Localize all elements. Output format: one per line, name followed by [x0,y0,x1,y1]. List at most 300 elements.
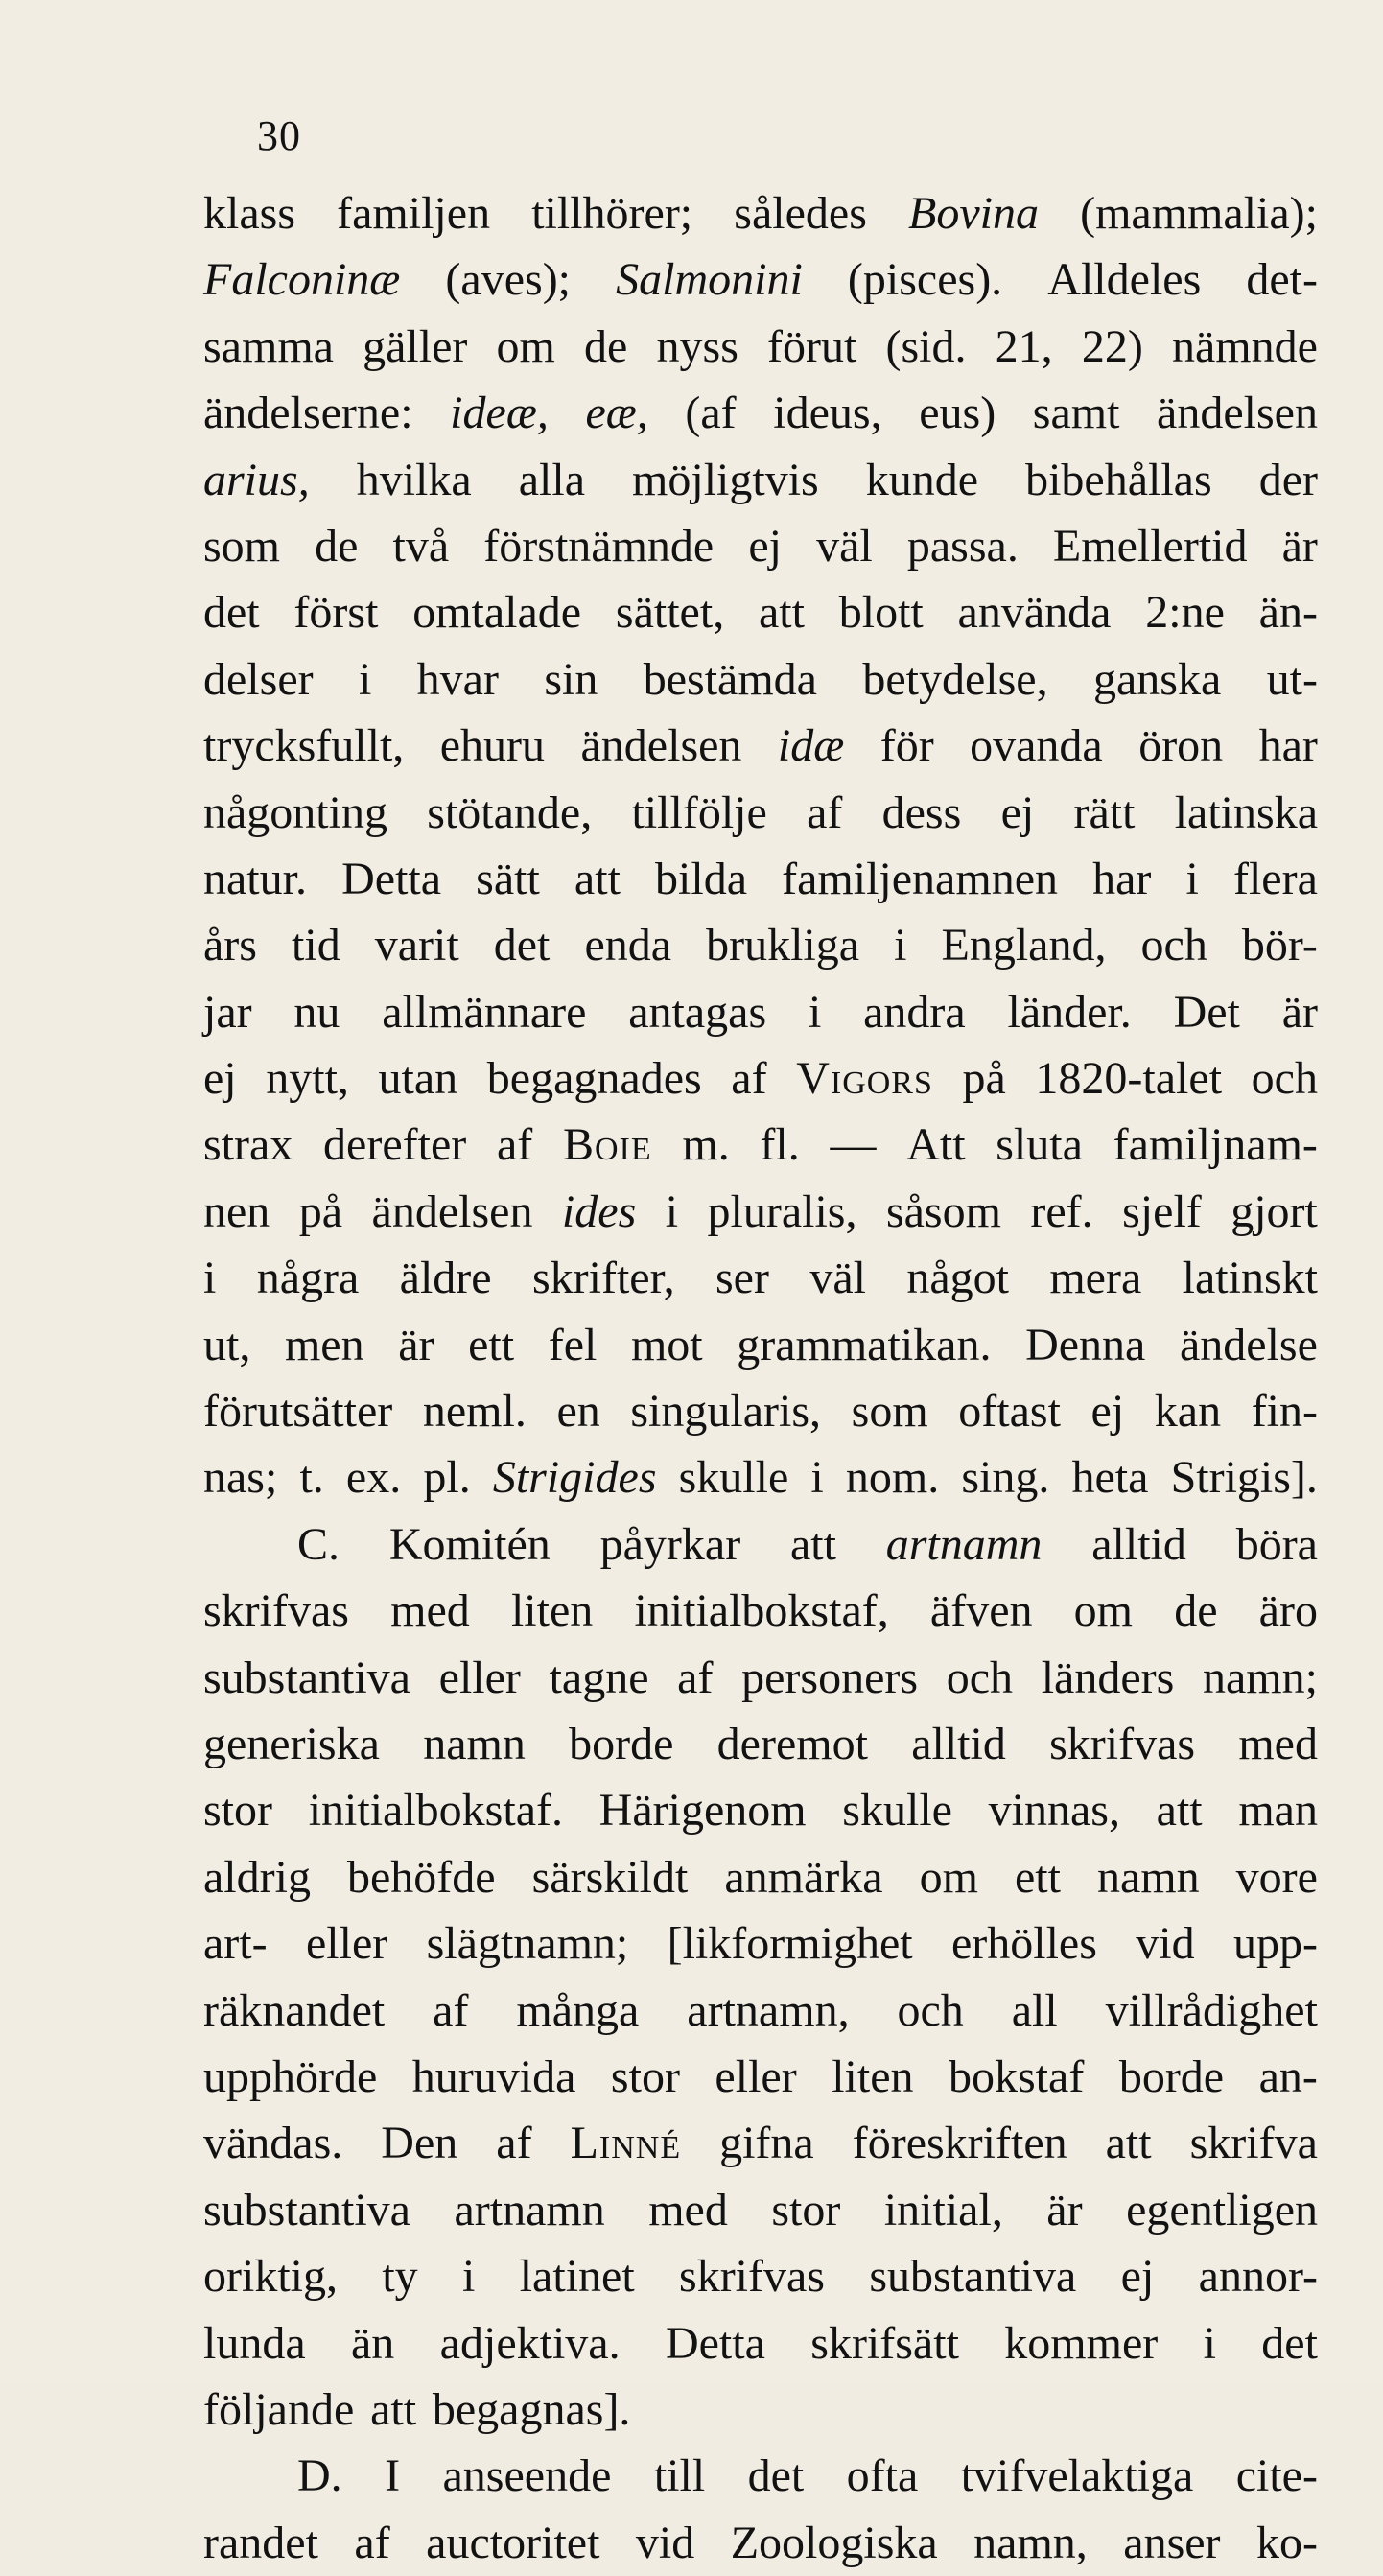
word: arius, [203,454,310,505]
word: äro [1258,1585,1318,1637]
word: 1820-talet [1035,1053,1223,1105]
word: all [1011,1984,1058,2036]
word: ej [748,520,782,572]
word: Bovina [908,188,1039,239]
text-line [203,2243,1318,2309]
word: latinet [519,2251,635,2303]
word: som [203,520,281,572]
word: de [584,320,628,372]
word: ändelsen [371,1185,533,1237]
word: skrifva [1189,2118,1318,2169]
word: (pisces). [847,254,1003,306]
word: allmännare [382,986,587,1038]
word: varit [374,920,459,972]
word: idæ [777,720,845,772]
word: familjenamnen [782,853,1058,904]
word: ideus, [773,387,882,439]
word: ofta [846,2450,919,2502]
word: med [390,1585,470,1637]
word: artnamn [885,1518,1043,1570]
word: ändelse [1179,1319,1318,1370]
word: det [493,920,551,972]
text-line [203,1978,1318,2044]
word: i [810,1452,824,1504]
word: gjort [1231,1185,1318,1237]
word: att [370,2383,417,2435]
word: skulle [842,1785,952,1837]
word: pl. [423,1452,471,1504]
word: personers [741,1651,919,1703]
word: det [1261,2317,1318,2369]
word: har [1092,853,1152,904]
word: art- [203,1918,268,1970]
word: eller [305,1918,388,1970]
word: Falconinæ [203,254,401,306]
word: [likformighet [667,1918,913,1970]
word: och [946,1651,1014,1703]
word: man [1238,1785,1318,1837]
word: 2:ne [1145,587,1225,639]
word: kommer [1004,2317,1159,2369]
word: England, [941,920,1107,972]
word: heta [1071,1452,1149,1504]
word: bokstaf [949,2050,1085,2102]
word: två [392,520,450,572]
word: ganska [1092,653,1222,705]
word: äfven [929,1585,1033,1637]
word: lunda [203,2317,306,2369]
word: huruvida [411,2050,576,2102]
word: som [851,1386,928,1438]
word: af [807,786,843,838]
word: är [1046,2184,1083,2236]
word: anmärka [724,1851,883,1903]
word: Linné [570,2118,682,2169]
text-line [203,2443,1318,2509]
text-line [203,780,1318,846]
word: liten [832,2050,914,2102]
word: randet [203,2517,318,2568]
word: an- [1258,2050,1318,2102]
text-line [203,1312,1318,1378]
word: sluta [996,1119,1083,1171]
text-line [203,1844,1318,1910]
word: familjnam- [1113,1119,1318,1171]
word: (aves); [445,254,572,306]
word: latinska [1174,786,1318,838]
word: bilda [655,853,747,904]
word: ex. [345,1452,402,1504]
word: något [906,1253,1009,1304]
word: länders [1041,1651,1175,1703]
word: samt [1032,387,1120,439]
word: Att [906,1119,966,1171]
word: nyss [656,320,738,372]
word: att [789,1518,836,1570]
word: cite- [1235,2450,1318,2502]
word: utan [378,1053,458,1105]
word: jar [203,986,252,1038]
word: på [298,1185,343,1237]
word: Komitén [388,1518,551,1570]
word: Alldeles [1047,254,1202,306]
word: räknandet [203,1984,386,2036]
word: substantiva [203,1651,410,1703]
word: t. [299,1452,324,1504]
word: är [1281,520,1318,572]
word: af [354,2517,390,2568]
word: Emellertid [1052,520,1248,572]
word: och [1140,920,1207,972]
text-line [203,2110,1318,2176]
word: der [1258,454,1318,505]
word: med [648,2184,728,2236]
word: namn, [973,2517,1088,2568]
word: anser [1123,2517,1221,2568]
word: men [284,1319,364,1370]
word: delser [203,653,314,705]
word: i [462,2251,476,2303]
text-line [203,1910,1318,1977]
word: först [293,587,379,639]
word: ideæ, [450,387,549,439]
word: vore [1235,1851,1318,1903]
word: af [677,1651,714,1703]
word: nu [293,986,340,1038]
word: begagnades [486,1053,702,1105]
word: i [358,653,372,705]
word: andra [863,986,966,1038]
word: hvar [416,653,499,705]
word: att [574,853,621,904]
word: föreskriften [852,2118,1067,2169]
word: ett [1014,1851,1061,1903]
word: eus) [919,387,996,439]
word: om [919,1851,978,1903]
word: Härigenom [598,1785,807,1837]
word: klass [203,188,295,239]
word: Strigides [492,1452,657,1504]
word: har [1258,720,1318,772]
word: sätt [476,853,540,904]
word: namn [1096,1851,1200,1903]
text-line [203,1112,1318,1178]
word: samma [203,320,334,372]
text-line [203,180,1318,246]
word: nämnde [1171,320,1318,372]
word: skrifter, [531,1253,675,1304]
word: stor [771,2184,841,2236]
word: ovanda [970,720,1103,772]
word: alltid [911,1718,1006,1769]
text-line [203,1578,1318,1644]
text-line [203,246,1318,313]
word: fin- [1251,1386,1318,1438]
text-line [203,380,1318,446]
word: således [734,188,867,239]
word: adjektiva. [439,2317,621,2369]
word: och [1251,1053,1318,1105]
word: ej [1120,2251,1155,2303]
word: af [496,2118,532,2169]
word: rätt [1073,786,1136,838]
word: sättet, [615,587,725,639]
word: begagnas]. [432,2383,631,2435]
word: 22) [1081,320,1143,372]
word: än [351,2317,395,2369]
word: ty [382,2251,418,2303]
word: singularis, [630,1386,822,1438]
word: anseende [442,2450,612,2502]
word: följande [203,2383,355,2435]
word: gifna [719,2118,814,2169]
word: Den [381,2118,458,2169]
word: öron [1138,720,1224,772]
word: natur. [203,853,307,904]
word: vändas. [203,2118,343,2169]
text-line [203,1045,1318,1112]
word: artnamn [454,2184,605,2236]
word: aldrig [203,1851,311,1903]
word: det [203,587,260,639]
word: artnamn, [687,1984,850,2036]
word: fl. [760,1119,800,1171]
word: eller [715,2050,797,2102]
word: betydelse, [862,653,1048,705]
text-line [203,2177,1318,2243]
word: auctoritet [426,2517,600,2568]
word: att [758,587,805,639]
word: tillhörer; [531,188,693,239]
word: generiska [203,1718,380,1769]
word: Zoologiska [730,2517,938,2568]
text-line [203,314,1318,380]
word: förstnämnde [483,520,715,572]
word: sin [544,653,598,705]
text-line [203,1511,1318,1578]
word: nas; [203,1452,278,1504]
word: böra [1235,1518,1318,1570]
word: af [731,1053,767,1105]
word: är [398,1319,434,1370]
word: ett [468,1319,515,1370]
word: stötande, [427,786,593,838]
word: med [1238,1718,1318,1769]
word: i [1203,2317,1216,2369]
word: tid [292,920,340,972]
word: (mammalia); [1080,188,1318,239]
word: neml. [422,1386,527,1438]
word: eller [438,1651,521,1703]
word: ändelsen [580,720,742,772]
word: mera [1049,1253,1142,1304]
word: blott [838,587,924,639]
word: möjligtvis [632,454,819,505]
word: ej [1000,786,1035,838]
word: pluralis, [707,1185,857,1237]
word: alltid [1091,1518,1186,1570]
word: om [1073,1585,1134,1637]
word: Detta [341,853,442,904]
word: af [496,1119,533,1171]
text-line [203,979,1318,1045]
word: upphörde [203,2050,378,2102]
word: stor [203,1785,272,1837]
word: substantiva [869,2251,1077,2303]
word: nen [203,1185,270,1237]
word: i [894,920,907,972]
word: kunde [865,454,979,505]
word: deremot [716,1718,868,1769]
text-line [203,447,1318,513]
word: ej [203,1053,237,1105]
word: Detta [665,2317,765,2369]
word: latinskt [1182,1253,1318,1304]
word: länder. [1007,986,1132,1038]
word: tillfölje [631,786,767,838]
word: initialbokstaf. [308,1785,563,1837]
text-line [203,513,1318,579]
word: ko- [1256,2517,1318,2568]
word: ut- [1266,653,1318,705]
word: ut, [203,1319,251,1370]
page-number: 30 [257,112,301,159]
text-line [203,579,1318,645]
word: flera [1232,853,1318,904]
word: bestämda [643,653,817,705]
word: namn; [1202,1651,1318,1703]
word: fel [548,1319,598,1370]
word: de [315,520,359,572]
word: bibehållas [1025,454,1212,505]
text-line [203,912,1318,978]
word: hvilka [356,454,472,505]
word: behöfde [347,1851,496,1903]
text-line [203,1777,1318,1843]
word: Det [1173,986,1240,1038]
word: skrifvas [1049,1718,1196,1769]
word: de [1174,1585,1218,1637]
word: ändelsen [1157,387,1318,439]
word: — [830,1119,877,1171]
word: ser [715,1253,769,1304]
word: (af [685,387,737,439]
word: trycksfullt, [203,720,405,772]
word: sjelf [1122,1185,1202,1237]
word: omtalade [412,587,582,639]
word: annor- [1198,2251,1318,2303]
word: särskildt [531,1851,689,1903]
word: derefter [323,1119,467,1171]
word: Salmonini [616,254,803,306]
word: Denna [1025,1319,1146,1370]
word: villrådighet [1105,1984,1318,2036]
word: oriktig, [203,2251,338,2303]
word: såsom [885,1185,1001,1237]
word: bör- [1241,920,1318,972]
word: 21, [995,320,1053,372]
text-line [203,1179,1318,1245]
word: oftast [958,1386,1061,1438]
word: använda [957,587,1112,639]
word: initial, [883,2184,1003,2236]
word: (sid. [885,320,967,372]
word: vid [1136,1918,1195,1970]
word: substantiva [203,2184,410,2236]
word: påyrkar [599,1518,741,1570]
word: om [496,320,555,372]
word: dess [881,786,962,838]
word: I [385,2450,401,2502]
text-line [203,1444,1318,1510]
word: brukliga [706,920,860,972]
word: ides [561,1185,637,1237]
text-line [203,2044,1318,2110]
text-line [203,2377,1318,2443]
word: Vigors [796,1053,933,1105]
text-line [203,846,1318,912]
word: nom. [845,1452,940,1504]
word: antagas [628,986,767,1038]
text-line [203,713,1318,779]
word: passa. [906,520,1019,572]
word: m. [682,1119,730,1171]
text-line [203,2310,1318,2377]
word: borde [569,1718,674,1769]
word: är [1281,986,1318,1038]
word: väl [816,520,873,572]
word: eæ, [585,387,648,439]
word: vinnas, [988,1785,1120,1837]
word: på [962,1053,1006,1105]
word: en [556,1386,600,1438]
word: några [256,1253,360,1304]
word: skrifsätt [810,2317,959,2369]
word: stor [610,2050,680,2102]
word: Strigis]. [1170,1452,1318,1504]
word: i [1185,853,1199,904]
word: det- [1246,254,1318,306]
word: egentligen [1126,2184,1318,2236]
word: D. [297,2450,342,2502]
word: i [665,1185,679,1237]
word: erhölles [950,1918,1097,1970]
word: skrifvas [679,2251,825,2303]
word: än- [1258,587,1318,639]
word: enda [584,920,672,972]
word: alla [518,454,585,505]
word: till [653,2450,706,2502]
word: liten [510,1585,594,1637]
word: mot [630,1319,703,1370]
word: många [516,1984,640,2036]
word: skrifvas [203,1585,349,1637]
word: väl [809,1253,866,1304]
word: namn [423,1718,526,1769]
word: tvifvelaktiga [960,2450,1194,2502]
word: strax [203,1119,293,1171]
word: någonting [203,786,387,838]
word: gäller [363,320,468,372]
word: ändelserne: [203,387,413,439]
word: upp- [1233,1918,1318,1970]
text-line [203,1645,1318,1711]
word: borde [1118,2050,1225,2102]
body-text [203,180,1318,2576]
word: initialbokstaf, [634,1585,889,1637]
text-line [203,1245,1318,1311]
word: i [808,986,822,1038]
